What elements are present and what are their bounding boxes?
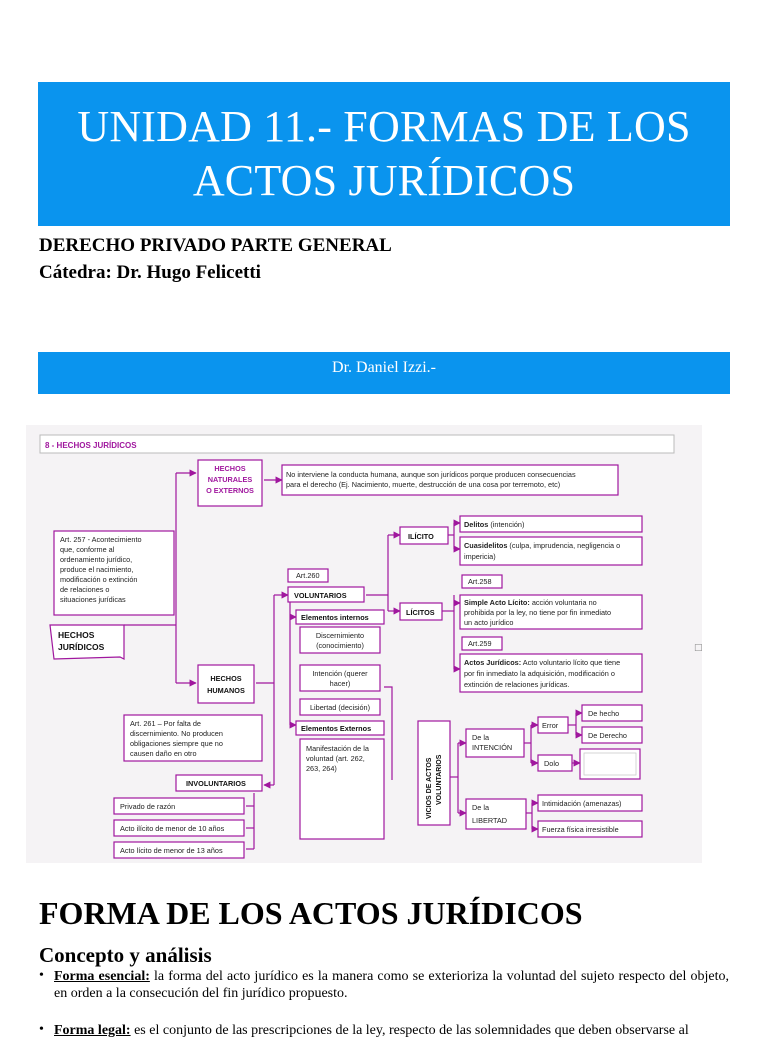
svg-text:De la: De la [472,733,490,742]
svg-text:INVOLUNTARIOS: INVOLUNTARIOS [186,779,246,788]
svg-text:O EXTERNOS: O EXTERNOS [206,486,254,495]
svg-text:Art.258: Art.258 [468,577,492,586]
definition-term: Forma legal: [54,1023,131,1038]
title-line-1: UNIDAD 11.- FORMAS DE LOS [77,102,691,151]
svg-text:De Derecho: De Derecho [588,731,627,740]
svg-text:un acto jurídico: un acto jurídico [464,618,514,627]
author-name: Dr. Daniel Izzi.- [332,359,436,376]
title-line-2: ACTOS JURÍDICOS [192,156,576,205]
svg-text:INTENCIÓN: INTENCIÓN [472,743,513,752]
svg-text:Art. 261 – Por falta de: Art. 261 – Por falta de [130,719,201,728]
svg-text:Libertad (decisión): Libertad (decisión) [309,703,371,712]
title-banner [38,82,730,226]
svg-text:Delitos (intención): Delitos (intención) [464,520,525,529]
svg-text:Discernimiento: Discernimiento [315,631,365,640]
svg-text:HECHOS: HECHOS [214,464,246,473]
svg-text:ordenamiento jurídico,: ordenamiento jurídico, [60,555,133,564]
definition-list [39,968,729,1059]
hechos-juridicos-diagram [26,425,702,863]
svg-text:Acto lícito de menor de 13 año: Acto lícito de menor de 13 años [120,846,223,855]
svg-text:Dolo: Dolo [544,759,560,768]
course-info [39,232,392,286]
svg-text:Fuerza física irresistible: Fuerza física irresistible [542,825,619,834]
svg-text:Intención (querer: Intención (querer [312,669,368,678]
svg-text:Cuasidelitos (culpa, imprudenc: Cuasidelitos (culpa, imprudencia, negligencia o [464,541,621,550]
svg-text:Privado de razón: Privado de razón [120,802,176,811]
svg-text:Acto ilícito de menor de 10 añ: Acto ilícito de menor de 10 años [120,824,225,833]
svg-text:LÍCITOS: LÍCITOS [406,608,435,617]
hechos-humanos-box [198,665,254,703]
svg-text:(conocimiento): (conocimiento) [316,641,364,650]
svg-text:No interviene la conducta huma: No interviene la conducta humana, aunque son jurídicos porque producen consecuencias [286,470,576,479]
svg-text:situaciones jurídicas: situaciones jurídicas [60,595,126,604]
svg-text:voluntad (art. 262,: voluntad (art. 262, [306,754,365,763]
diagram-header [40,435,674,453]
bullet-icon: • [39,968,44,983]
svg-text:Art. 257 - Acontecimiento: Art. 257 - Acontecimiento [60,535,142,544]
svg-text:Simple Acto Lícito: acción vol: Simple Acto Lícito: acción voluntaria no [464,598,597,607]
vicios-box [418,721,450,825]
svg-text:impericia): impericia) [464,552,496,561]
svg-text:que, conforme al: que, conforme al [60,545,115,554]
course-chair: Cátedra: Dr. Hugo Felicetti [39,262,261,283]
definition-text: es el conjunto de las prescripciones de la ley, respecto de las solemnidades que deben observarse al [130,1023,689,1038]
definition-term: Forma esencial: [54,969,150,984]
svg-text:Error: Error [542,721,559,730]
svg-text:HUMANOS: HUMANOS [207,686,245,695]
svg-text:VICIOS DE ACTOS: VICIOS DE ACTOS [426,757,433,819]
svg-text:ILÍCITO: ILÍCITO [408,532,434,541]
author-banner [38,352,730,394]
small-square-icon: □ [694,643,703,653]
svg-text:8 - HECHOS JURÍDICOS: 8 - HECHOS JURÍDICOS [45,441,137,450]
definition-item [39,1022,729,1039]
svg-text:LIBERTAD: LIBERTAD [472,816,508,825]
svg-text:VOLUNTARIOS: VOLUNTARIOS [436,754,443,805]
svg-text:hacer): hacer) [329,679,351,688]
svg-text:HECHOS: HECHOS [58,630,95,640]
definition-text: la forma del acto jurídico es la manera como se exterioriza la voluntad del sujeto respecto del objeto, en orden a la consecución del fin jurídico propuesto. [54,969,730,1001]
svg-text:De hecho: De hecho [588,709,620,718]
svg-text:causen daño en otro: causen daño en otro [130,749,197,758]
svg-text:Actos Jurídicos: Acto voluntar: Actos Jurídicos: Acto voluntario lícito que tiene [464,658,621,667]
svg-text:NATURALES: NATURALES [207,475,253,484]
svg-text:para el derecho (Ej. Nacimient: para el derecho (Ej. Nacimiento, muerte, destrucción de una cosa por terremoto, etc) [286,480,561,489]
svg-text:produce el nacimiento,: produce el nacimiento, [60,565,134,574]
svg-text:Art.260: Art.260 [296,571,320,580]
svg-text:por fin inmediato la adquisici: por fin inmediato la adquisición, modificación o [464,669,615,678]
section-title: FORMA DE LOS ACTOS JURÍDICOS [39,895,583,931]
svg-text:Elementos Externos: Elementos Externos [301,724,372,733]
svg-text:de relaciones o: de relaciones o [60,585,110,594]
svg-text:extinción de relaciones jurídi: extinción de relaciones jurídicas. [464,680,570,689]
svg-text:discernimiento. No producen: discernimiento. No producen [130,729,223,738]
svg-text:263, 264): 263, 264) [306,764,337,773]
svg-text:Elementos internos: Elementos internos [301,613,369,622]
svg-text:Intimidación (amenazas): Intimidación (amenazas) [542,799,622,808]
svg-text:HECHOS: HECHOS [210,674,242,683]
svg-text:obligaciones siempre que no: obligaciones siempre que no [130,739,223,748]
course-name: DERECHO PRIVADO PARTE GENERAL [39,235,392,256]
svg-text:De la: De la [472,803,490,812]
svg-text:VOLUNTARIOS: VOLUNTARIOS [294,591,347,600]
bullet-icon: • [39,1022,44,1037]
subsection-title: Concepto y análisis [39,943,212,967]
svg-text:Manifestación de la: Manifestación de la [306,744,369,753]
svg-text:prohibida por la ley, no tiene: prohibida por la ley, no tiene por fin inmediato [464,608,612,617]
svg-text:Art.259: Art.259 [468,639,492,648]
svg-text:modificación o extinción: modificación o extinción [60,575,138,584]
svg-text:JURÍDICOS: JURÍDICOS [58,642,105,652]
definition-item [39,968,729,1002]
